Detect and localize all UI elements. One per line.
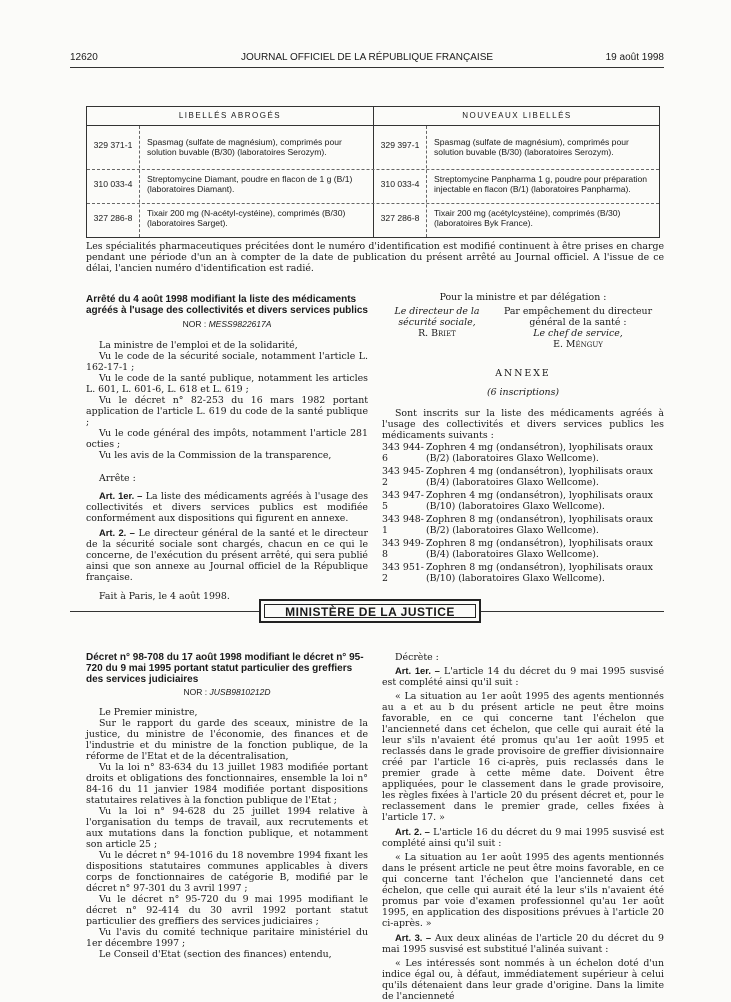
signature-left-name: R. Briet [418, 328, 456, 339]
decret-section [86, 652, 368, 960]
annexe-list [382, 442, 664, 584]
new-text: Tixair 200 mg (acétylcystéine), comprimés (B/30) (laboratoires Byk France). [434, 208, 621, 228]
article-label: Art. 2. – [395, 826, 430, 837]
header-rule [70, 67, 664, 68]
old-text: Streptomycine Diamant, poudre en flacon de 1 g (B/1) (laboratoires Diamant). [147, 174, 353, 194]
decrete-word: Décrète : [395, 652, 439, 663]
article-label: Art. 1er. – [99, 489, 143, 501]
annexe-subtitle: (6 inscriptions) [486, 387, 560, 398]
article-label: Art. 1er. – [395, 665, 440, 676]
item-code: 343 945-2 [382, 466, 424, 488]
old-text: Spasmag (sulfate de magnésium), comprimés pour solution buvable (B/30) (laboratoires Serozym). [147, 137, 342, 157]
signature-block [382, 292, 664, 350]
arrete-nor [86, 320, 368, 330]
item-code: 343 951-2 [382, 562, 424, 584]
banner-rule-right [481, 611, 664, 612]
article-label: Art. 2. – [99, 526, 135, 538]
table-header-nouveaux: NOUVEAUX LIBELLÉS [462, 111, 572, 120]
old-code: 310 033-4 [93, 179, 133, 189]
annexe-intro: Sont inscrits sur la liste des médicaments agréés à l'usage des collectivités et divers services publics les médicaments suivants : [382, 408, 664, 441]
visa: Vu la loi n° 83-634 du 13 juillet 1983 modifiée portant droits et obligations des fonctionnaires, ensemble la loi n° 84-16 du 11 janvier 1984 modifiée portant dispositions statutaires relatives à la fonction publique de l'Etat ; [86, 761, 368, 806]
arrete-article-2 [86, 527, 368, 583]
item-text: Zophren 4 mg (ondansétron), lyophilisats oraux (B/4) (laboratoires Glaxo Wellcome). [426, 466, 653, 488]
item-code: 343 944-6 [382, 442, 424, 464]
nor-code: MESS9822617A [208, 319, 272, 329]
annexe-title: ANNEXE [495, 368, 551, 379]
table-row [87, 126, 659, 169]
item-text: Zophren 8 mg (ondansétron), lyophilisats oraux (B/4) (laboratoires Glaxo Wellcome). [426, 538, 653, 560]
list-item [382, 538, 664, 560]
article-text: La liste des médicaments agréés à l'usage des collectivités et divers services publics est modifiée conformément aux dispositions qui figurent en annexe. [86, 490, 369, 524]
new-code: 327 286-8 [380, 213, 420, 223]
signature-left-role: Le directeur de la sécurité sociale, [394, 306, 480, 328]
visa: Vu l'avis du comité technique paritaire ministériel du 1er décembre 1997 ; [86, 926, 368, 949]
annexe-section [382, 368, 664, 584]
article-text: L'article 16 du décret du 9 mai 1995 susvisé est complété ainsi qu'il suit : [382, 827, 664, 849]
journal-title: JOURNAL OFFICIEL DE LA RÉPUBLIQUE FRANÇAISE [240, 52, 494, 63]
item-code: 343 949-8 [382, 538, 424, 560]
item-text: Zophren 8 mg (ondansétron), lyophilisats oraux (B/2) (laboratoires Glaxo Wellcome). [426, 514, 653, 536]
page-header [70, 52, 664, 66]
new-text: Spasmag (sulfate de magnésium), comprimés pour solution buvable (B/30) (laboratoires Serozym). [434, 137, 629, 157]
item-code: 343 948-1 [382, 514, 424, 536]
table-note: Les spécialités pharmaceutiques précitées dont le numéro d'identification est modifié continuent à être prises en charge pendant une période d'un an à compter de la date de publication du présent arrêté au Journal officiel. A l'issue de ce délai, l'ancien numéro d'identification est radié. [86, 241, 664, 274]
signature-right-role: Par empêchement du directeur général de la santé : [503, 306, 653, 328]
old-code: 327 286-8 [93, 213, 133, 223]
arrete-visas [86, 340, 368, 461]
table-header-abroges: LIBELLÉS ABROGÉS [178, 111, 282, 120]
arrete-section [86, 294, 368, 602]
new-text: Streptomycine Panpharma 1 g, poudre pour préparation injectable en flacon (B/1) (laboratoires Panpharma). [434, 174, 648, 194]
signature-right-name: E. Ménguy [553, 339, 603, 350]
libelles-table [86, 106, 660, 238]
new-code: 329 397-1 [380, 140, 420, 150]
signature-left [382, 306, 492, 350]
visa: Vu les avis de la Commission de la transparence, [99, 449, 332, 461]
done-at: Fait à Paris, le 4 août 1998. [99, 590, 230, 602]
banner-rule-left [70, 611, 259, 612]
item-text: Zophren 4 mg (ondansétron), lyophilisats oraux (B/2) (laboratoires Glaxo Wellcome). [426, 442, 653, 464]
signature-right [492, 306, 664, 350]
decret-article-2 [382, 826, 664, 849]
visa: Vu le décret n° 94-1016 du 18 novembre 1994 fixant les dispositions statutaires communes applicables à divers corps de fonctionnaires de catégorie B, modifié par le décret n° 97-301 du 3 avril 1997 ; [86, 849, 368, 894]
article-text: L'article 14 du décret du 9 mai 1995 susvisé est complété ainsi qu'il suit : [382, 666, 665, 688]
ministry-title: MINISTÈRE DE LA JUSTICE [264, 604, 476, 618]
signature-columns [382, 306, 664, 350]
article-quote: « La situation au 1er août 1995 des agents mentionnés au a et au b du présent article ne peut être moins favorable, en ce qui concerne tant l'échelon que l'ancienneté dans cet échelon, que celle qui aurait été la leur s'ils n'avaient été promus qu'au 1er août 1995 et reclassés dans le grade provisoire de greffier divisionnaire créé par l'article 16 ci-après, puis reclassés dans le premier grade à cette même date. Doivent être appliquées, pour le classement dans le grade provisoire, les règles fixées à l'article 20 du présent décret et, pour le reclassement dans le premier grade, celles fixées à l'article 17. » [382, 691, 664, 823]
article-label: Art. 3. – [395, 932, 432, 943]
new-code: 310 033-4 [380, 179, 420, 189]
article-quote: « Les intéressés sont nommés à un échelon doté d'un indice égal ou, à défaut, immédiatement supérieur à celui qu'ils détenaient dans leur grade d'origine. Dans la limite de l'ancienneté [382, 958, 664, 1002]
nor-label: NOR : [183, 687, 208, 697]
signature-right-subrole: Le chef de service, [533, 328, 623, 339]
article-quote: « La situation au 1er août 1995 des agents mentionnés dans le présent article ne peut être moins favorable, en ce qui concerne tant l'échelon que l'ancienneté dans cet échelon, que celle qui aurait été la leur s'ils n'avaient été promus par voie d'examen professionnel qu'au 1er août 1995, en application des dispositions prévues à l'article 20 ci-après. » [382, 852, 664, 929]
decret-visas [86, 707, 368, 960]
arrete-article-1 [86, 490, 368, 524]
list-item [382, 490, 664, 512]
nor-label: NOR : [182, 319, 207, 329]
visa: Vu le décret n° 82-253 du 16 mars 1982 portant application de l'article L. 619 du code de la santé publique ; [86, 394, 368, 428]
visa: Vu le code de la sécurité sociale, notamment l'article L. 162-17-1 ; [86, 350, 368, 373]
item-text: Zophren 8 mg (ondansétron), lyophilisats oraux (B/10) (laboratoires Glaxo Wellcome). [426, 562, 653, 584]
article-text: Le directeur général de la santé et le directeur de la sécurité sociale sont chargés, chacun en ce qui le concerne, de l'exécution du présent arrêté, qui sera publié ainsi que son annexe au Journal officiel de la République française. [86, 527, 368, 583]
visa: Vu le décret n° 95-720 du 9 mai 1995 modifiant le décret n° 92-414 du 30 avril 1992 portant statut particulier des greffiers des services judiciaires ; [86, 893, 368, 927]
table-row [87, 204, 659, 238]
signature-intro: Pour la ministre et par délégation : [439, 292, 607, 303]
decret-articles [382, 652, 665, 1002]
visa: Sur le rapport du garde des sceaux, ministre de la justice, du ministre de l'économie, des finances et de l'industrie et du ministre de la fonction publique, de la réforme de l'Etat et de la décentralisation, [86, 717, 368, 762]
visa: Le Conseil d'Etat (section des finances) entendu, [99, 948, 332, 960]
arrete-word: Arrête : [99, 472, 136, 484]
visa: La ministre de l'emploi et de la solidarité, [99, 339, 298, 351]
visa: Vu le code de la santé publique, notamment les articles L. 601, L. 601-6, L. 618 et L. 619 ; [86, 372, 368, 395]
list-item [382, 442, 664, 464]
list-item [382, 466, 664, 488]
decret-article-1 [382, 665, 664, 688]
visa: Vu le code général des impôts, notamment l'article 281 octies ; [86, 427, 368, 450]
decret-title: Décret n° 98-708 du 17 août 1998 modifiant le décret n° 95-720 du 9 mai 1995 portant statut particulier des greffiers des services judiciaires [86, 652, 364, 685]
list-item [382, 514, 664, 536]
issue-date: 19 août 1998 [605, 52, 664, 63]
item-code: 343 947-5 [382, 490, 424, 512]
ministry-banner [259, 599, 481, 623]
list-item [382, 562, 664, 584]
old-text: Tixair 200 mg (N-acétyl-cystéine), comprimés (B/30) (laboratoires Sarget). [147, 208, 346, 228]
old-code: 329 371-1 [93, 140, 133, 150]
decret-article-3 [382, 932, 664, 955]
page-number: 12620 [70, 52, 98, 63]
decret-nor [86, 688, 368, 698]
visa: Le Premier ministre, [99, 706, 198, 718]
table-row [87, 170, 659, 203]
arrete-title: Arrêté du 4 août 1998 modifiant la liste des médicaments agréés à l'usage des collectivités et divers services publics [86, 294, 368, 316]
item-text: Zophren 4 mg (ondansétron), lyophilisats oraux (B/10) (laboratoires Glaxo Wellcome). [426, 490, 653, 512]
nor-code: JUSB9810212D [209, 687, 271, 697]
article-text: Aux deux alinéas de l'article 20 du décret du 9 mai 1995 susvisé est substitué l'alinéa suivant : [382, 933, 664, 955]
visa: Vu la loi n° 94-628 du 25 juillet 1994 relative à l'organisation du temps de travail, aux recrutements et aux mutations dans la fonction publique, et notamment son article 25 ; [86, 805, 368, 850]
